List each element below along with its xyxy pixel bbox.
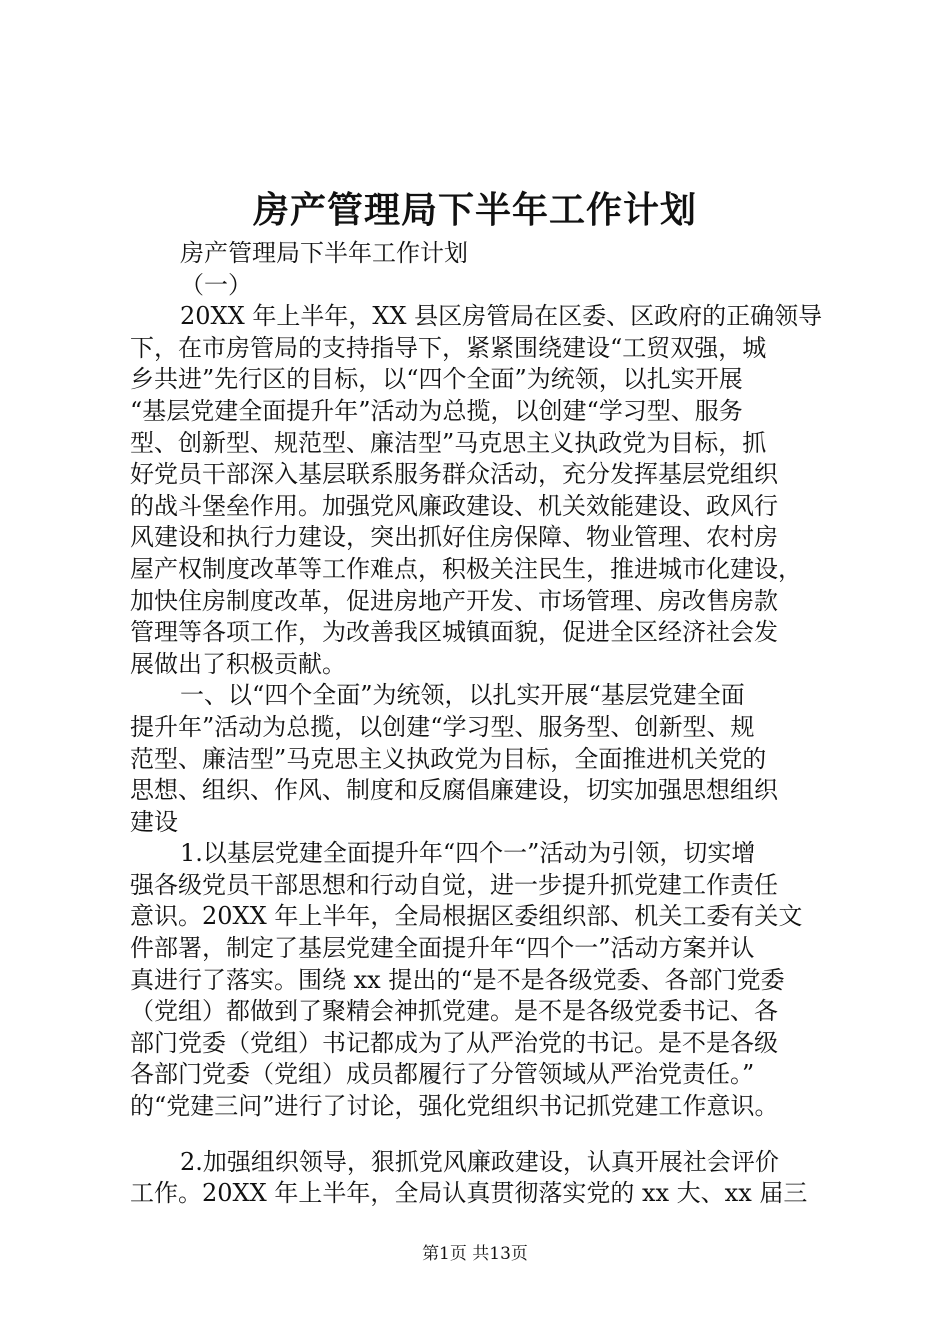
paragraph-line: 建设 [130, 807, 178, 836]
paragraph-line: 好党员干部深入基层联系服务群众活动，充分发挥基层党组织 [130, 460, 778, 489]
paragraph-1 [130, 301, 840, 680]
paragraph-line: 管理等各项工作，为改善我区城镇面貌，促进全区经济社会发 [130, 618, 778, 647]
paragraph-line: 2.加强组织领导，狠抓党风廉政建设，认真开展社会评价 [180, 1147, 779, 1176]
paragraph-line: 件部署，制定了基层党建全面提升年“四个一”活动方案并认 [130, 934, 755, 963]
paragraph-line: 提升年”活动为总揽，以创建“学习型、服务型、创新型、规 [130, 712, 755, 741]
paragraph-line: 真进行了落实。围绕 xx 提出的“是不是各级党委、各部门党委 [130, 965, 785, 994]
paragraph-line: “基层党建全面提升年”活动为总揽，以创建“学习型、服务 [130, 396, 743, 425]
paragraph-2 [130, 680, 840, 838]
paragraph-line: 加快住房制度改革，促进房地产开发、市场管理、房改售房款 [130, 586, 778, 615]
paragraph-line: 的战斗堡垒作用。加强党风廉政建设、机关效能建设、政风行 [130, 491, 778, 520]
paragraph-line: 部门党委（党组）书记都成为了从严治党的书记。是不是各级 [130, 1028, 778, 1057]
paragraph-line: 1.以基层党建全面提升年“四个一”活动为引领，切实增 [180, 839, 756, 868]
paragraph-line: 工作。20XX 年上半年，全局认真贯彻落实党的 xx 大、xx 届三 [130, 1179, 808, 1208]
paragraph-line: 思想、组织、作风、制度和反腐倡廉建设，切实加强思想组织 [130, 776, 778, 805]
paragraph-line: 范型、廉洁型”马克思主义执政党为目标，全面推进机关党的 [130, 744, 767, 773]
paragraph-3 [130, 838, 840, 1122]
document-title: 房产管理局下半年工作计划 [252, 189, 697, 231]
paragraph-line: 型、创新型、规范型、廉洁型”马克思主义执政党为目标，抓 [130, 428, 767, 457]
paragraph-spacer [130, 1123, 840, 1147]
page-footer: 第1页 共13页 [422, 1244, 528, 1264]
paragraph-line: 20XX 年上半年，XX 县区房管局在区委、区政府的正确领导 [180, 302, 823, 331]
section-marker: （一） [180, 270, 252, 299]
paragraph-line: 意识。20XX 年上半年，全局根据区委组织部、机关工委有关文 [130, 902, 803, 931]
paragraph-line: 一、以“四个全面”为统领，以扎实开展“基层党建全面 [180, 681, 745, 710]
paragraph-line: 风建设和执行力建设，突出抓好住房保障、物业管理、农村房 [130, 523, 778, 552]
paragraph-line: 乡共进”先行区的目标，以“四个全面”为统领，以扎实开展 [130, 365, 743, 394]
paragraph-line: 各部门党委（党组）成员都履行了分管领域从严治党责任。” [130, 1060, 755, 1089]
paragraph-line: （党组）都做到了聚精会神抓党建。是不是各级党委书记、各 [130, 997, 778, 1026]
paragraph-line: 屋产权制度改革等工作难点，积极关注民生，推进城市化建设， [130, 554, 802, 583]
paragraph-line: 的“党建三问”进行了讨论，强化党组织书记抓党建工作意识。 [130, 1092, 779, 1121]
paragraph-line: 强各级党员干部思想和行动自觉，进一步提升抓党建工作责任 [130, 870, 778, 899]
paragraph-line: 下，在市房管局的支持指导下，紧紧围绕建设“工贸双强，城 [130, 333, 767, 362]
document-subtitle: 房产管理局下半年工作计划 [180, 239, 468, 267]
document-body [130, 238, 840, 1210]
paragraph-4 [130, 1147, 840, 1210]
paragraph-line: 展做出了积极贡献。 [130, 649, 346, 678]
